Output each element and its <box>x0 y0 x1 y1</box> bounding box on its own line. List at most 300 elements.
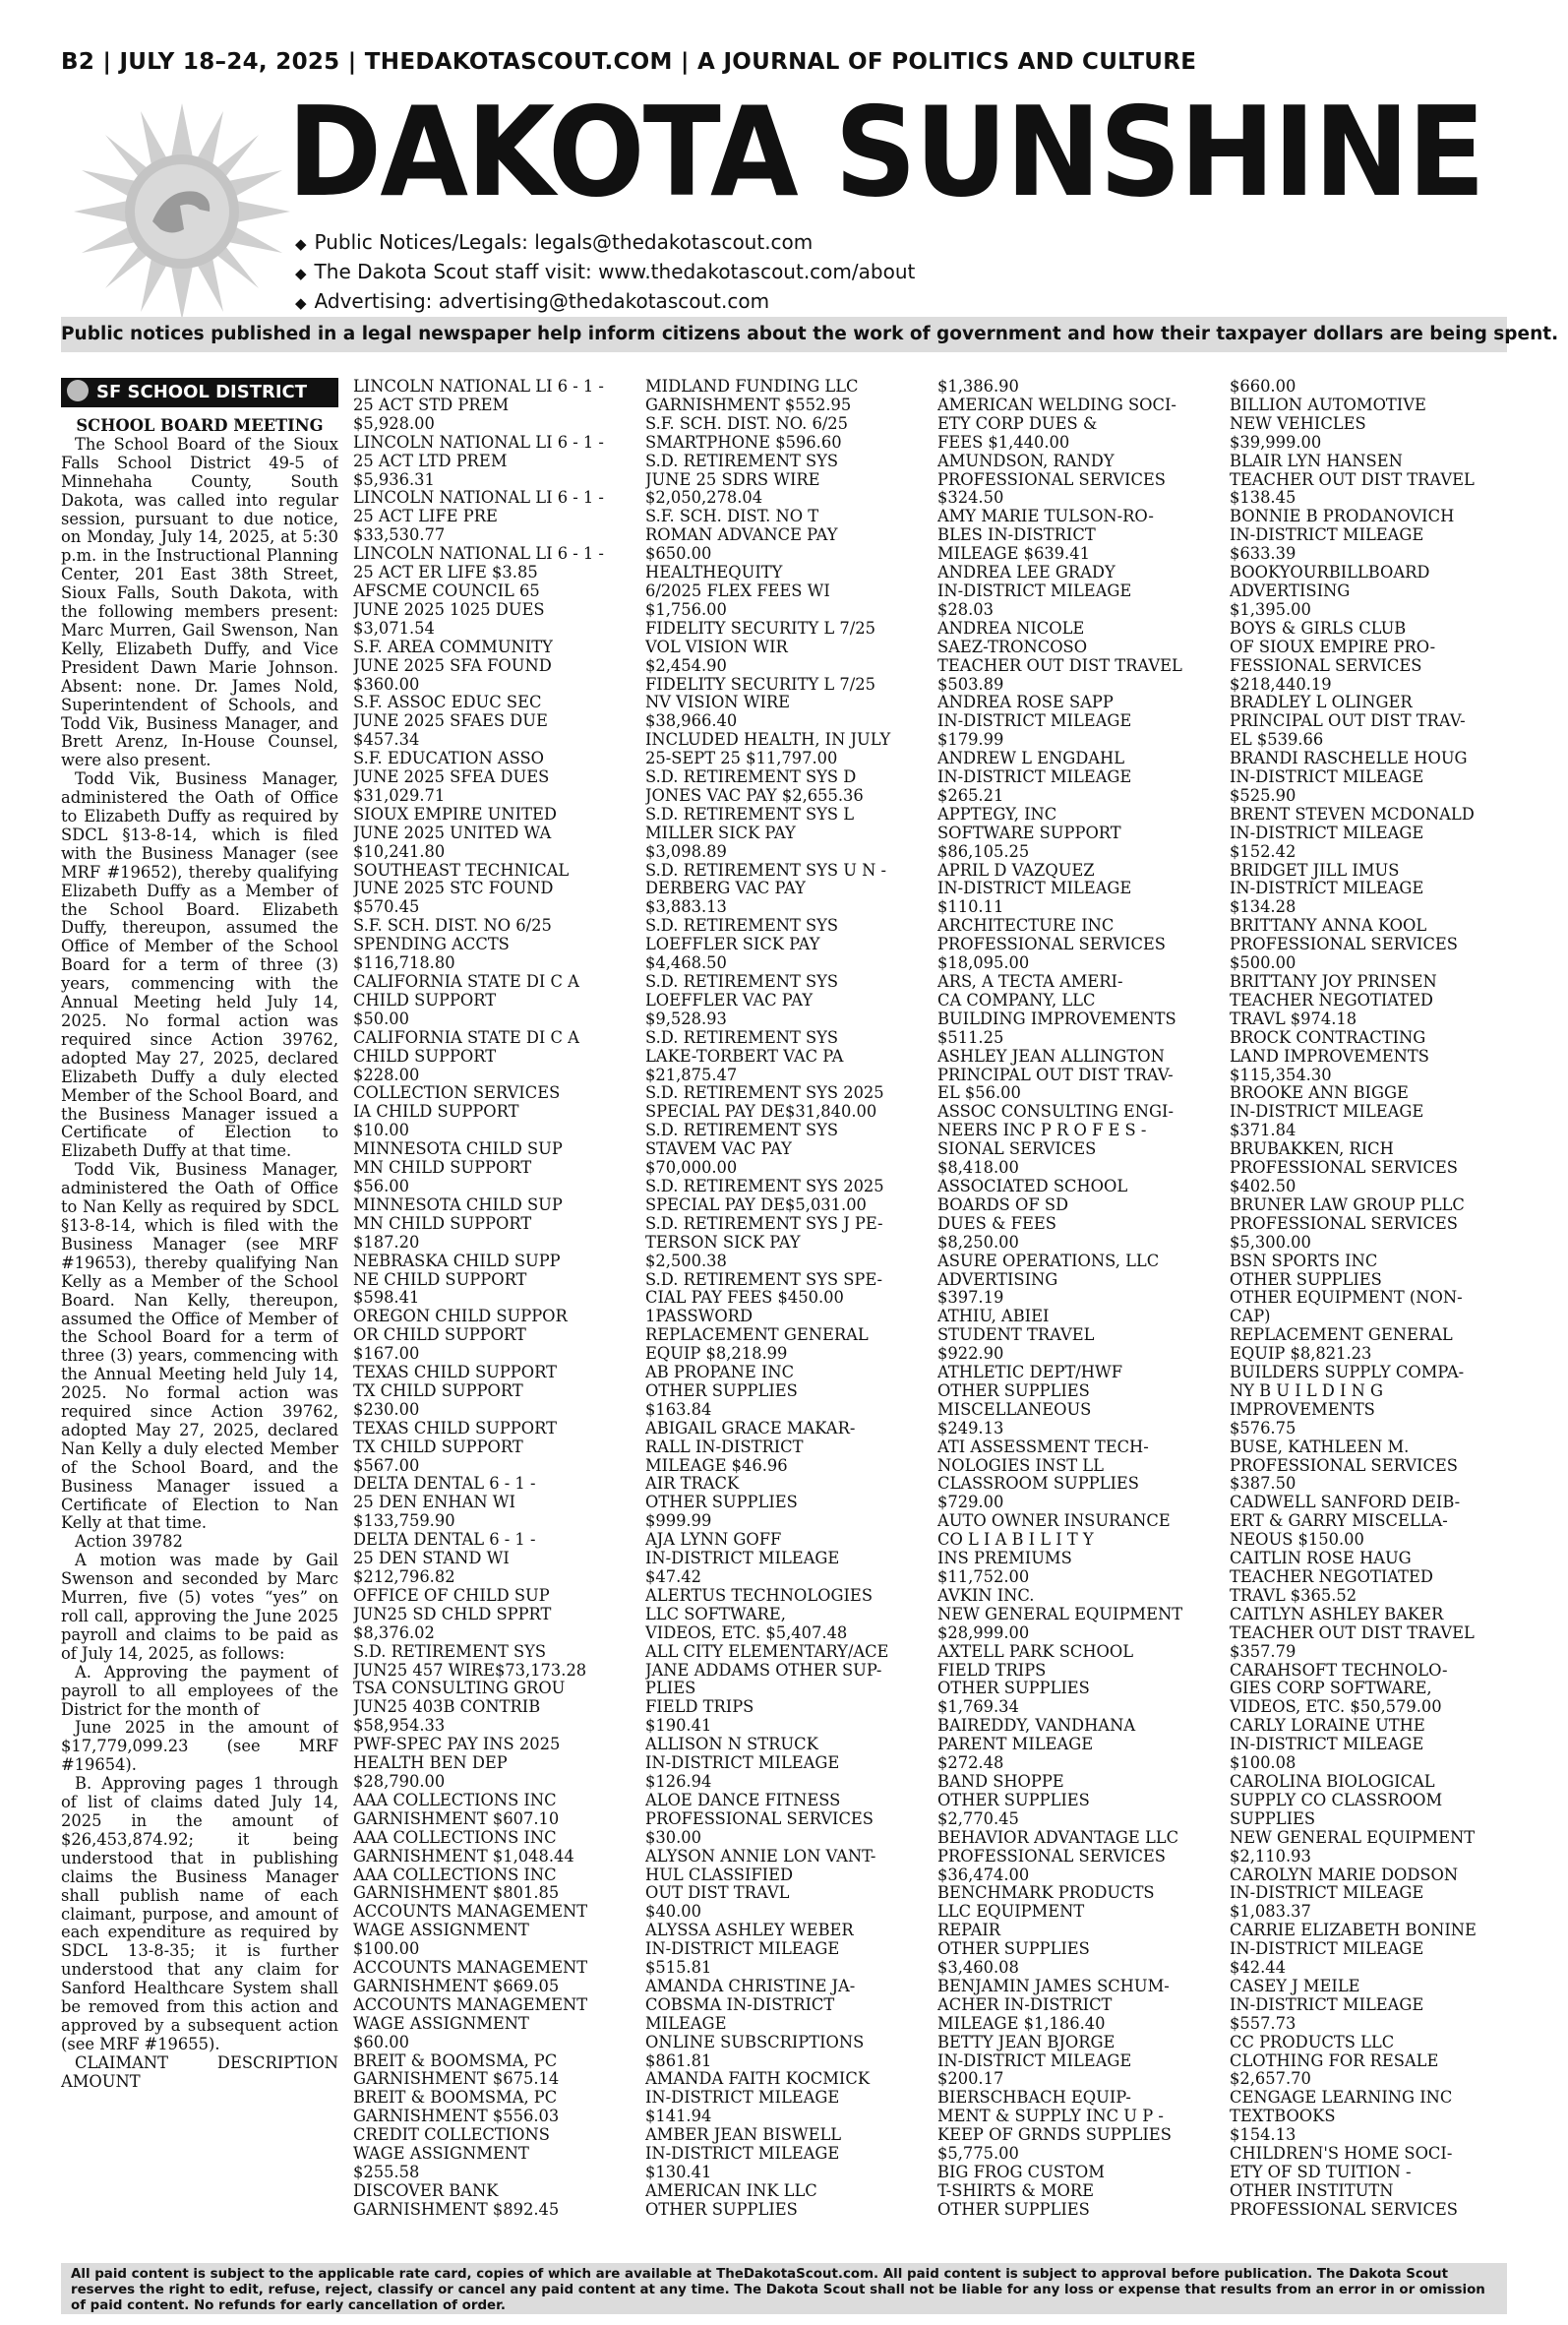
claim-line: JUNE 2025 SFA FOUND <box>353 655 552 675</box>
claim-line: S.F. SCH. DIST. NO T <box>645 507 819 526</box>
claim-line: $31,029.71 <box>353 785 446 805</box>
claim-line: BRENT STEVEN MCDONALD <box>1230 804 1475 824</box>
claim-line: CHILDREN'S HOME SOCI- <box>1230 2144 1453 2164</box>
claim-line: $265.21 <box>937 785 1004 805</box>
claim-line: $190.41 <box>645 1716 712 1736</box>
claim-line: $152.42 <box>1230 841 1297 861</box>
claim-line: NY B U I L D I N G <box>1230 1380 1384 1400</box>
claim-line: REPLACEMENT GENERAL <box>645 1325 869 1345</box>
claim-line: SMARTPHONE $596.60 <box>645 432 842 452</box>
claim-line: IN-DISTRICT MILEAGE <box>1230 823 1424 842</box>
claim-line: BLAIR LYN HANSEN <box>1230 451 1403 470</box>
claim-line: AB PROPANE INC <box>645 1363 795 1382</box>
claim-line: $503.89 <box>937 674 1004 694</box>
claim-line: COBSMA IN-DISTRICT <box>645 1994 835 2014</box>
claim-line: BRIDGET JILL IMUS <box>1230 860 1400 880</box>
claim-line: OREGON CHILD SUPPOR <box>353 1307 568 1326</box>
claim-line: AFSCME COUNCIL 65 <box>353 581 540 600</box>
claim-line: GARNISHMENT $556.03 <box>353 2107 560 2126</box>
claim-line: ASSOC CONSULTING ENGI- <box>937 1102 1174 1122</box>
claim-line: IN-DISTRICT MILEAGE <box>1230 1735 1424 1754</box>
claim-line: BIERSCHBACH EQUIP- <box>937 2088 1131 2108</box>
claim-line: $86,105.25 <box>937 841 1030 861</box>
claim-line: MINNESOTA CHILD SUP <box>353 1194 563 1214</box>
claim-line: IN-DISTRICT MILEAGE <box>1230 1102 1424 1122</box>
claim-line: S.D. RETIREMENT SYS <box>645 972 839 991</box>
claim-line: $10,241.80 <box>353 841 446 861</box>
claim-line: AUTO OWNER INSURANCE <box>937 1511 1171 1531</box>
claim-line: OTHER EQUIPMENT (NON- <box>1230 1288 1463 1308</box>
claim-line: CALIFORNIA STATE DI C A <box>353 972 579 991</box>
claim-line: LINCOLN NATIONAL LI 6 - 1 - <box>353 488 604 508</box>
diamond-bullet-icon: ◆ <box>295 265 307 282</box>
claim-line: $1,769.34 <box>937 1697 1019 1717</box>
claim-line: ALLISON N STRUCK <box>645 1735 818 1754</box>
claim-line: NEOUS $150.00 <box>1230 1530 1364 1550</box>
diamond-bullet-icon: ◆ <box>295 235 307 253</box>
claim-line: ALOE DANCE FITNESS <box>645 1790 841 1809</box>
claim-line: 25-SEPT 25 $11,797.00 <box>645 749 838 768</box>
page-topline: B2 | JULY 18–24, 2025 | THEDAKOTASCOUT.COM | A JOURNAL OF POLITICS AND CULTURE <box>61 49 1197 75</box>
claim-line: CAITLYN ASHLEY BAKER <box>1230 1604 1444 1623</box>
column-5 <box>1230 378 1507 2252</box>
claim-line: CARRIE ELIZABETH BONINE <box>1230 1921 1477 1940</box>
claim-line: BOYS & GIRLS CLUB <box>1230 618 1407 638</box>
claim-line: AIR TRACK <box>645 1474 740 1494</box>
claim-line: REPAIR <box>937 1921 1001 1940</box>
claim-line: GARNISHMENT $675.14 <box>353 2069 560 2089</box>
claim-line: ACCOUNTS MANAGEMENT <box>353 1958 588 1978</box>
claim-line: EL $539.66 <box>1230 730 1324 750</box>
claim-line: PROFESSIONAL SERVICES <box>937 935 1166 954</box>
claim-line: BRITTANY JOY PRINSEN <box>1230 972 1437 991</box>
claim-line: REPLACEMENT GENERAL <box>1230 1325 1453 1345</box>
claim-line: LLC EQUIPMENT <box>937 1902 1085 1922</box>
claim-line: TEACHER OUT DIST TRAVEL <box>1230 469 1475 489</box>
claim-line: WAGE ASSIGNMENT <box>353 1921 529 1940</box>
claim-line: ATI ASSESSMENT TECH- <box>937 1437 1149 1456</box>
claim-line: PROFESSIONAL SERVICES <box>1230 1455 1458 1475</box>
claim-line: S.D. RETIREMENT SYS 2025 <box>645 1083 884 1103</box>
claim-line: $100.08 <box>1230 1753 1297 1773</box>
claim-line: BLES IN-DISTRICT <box>937 525 1096 545</box>
claim-line: S.F. SCH. DIST. NO. 6/25 <box>645 413 849 433</box>
claim-line: DELTA DENTAL 6 - 1 - <box>353 1474 536 1494</box>
claim-line: LOEFFLER VAC PAY <box>645 990 814 1010</box>
claim-line: TEXTBOOKS <box>1230 2107 1336 2126</box>
claim-line: IN-DISTRICT MILEAGE <box>937 879 1132 898</box>
claim-line: IN-DISTRICT MILEAGE <box>937 711 1132 731</box>
contact-advertising: ◆ Advertising: advertising@thedakotascout.com <box>295 289 770 313</box>
claim-line: NEW GENERAL EQUIPMENT <box>937 1604 1183 1623</box>
claim-line: AXTELL PARK SCHOOL <box>937 1641 1134 1661</box>
claim-line: $360.00 <box>353 674 420 694</box>
claim-line: $228.00 <box>353 1065 420 1084</box>
claim-line: HEALTHEQUITY <box>645 563 783 582</box>
claim-line: $218,440.19 <box>1230 674 1332 694</box>
claim-line: S.D. RETIREMENT SYS J PE- <box>645 1213 883 1233</box>
claim-line: MILEAGE <box>645 2013 727 2033</box>
claim-line: $729.00 <box>937 1493 1004 1512</box>
minutes-paragraph: CLAIMANT DESCRIPTION AMOUNT <box>61 2052 338 2091</box>
minutes-paragraph: B. Approving pages 1 through of list of claims dated July 14, 2025 in the amount of $26,453,874.92; it being understood that in publishing claims the Business Manager shall publish name of each claimant, purpose, and amount of each expenditure as required by SDCL 13-8-35; it is further understood that any claim for Sanford Healthcare System shall be removed from this action and approved by a subsequent action (see MRF #19655). <box>61 1774 338 2053</box>
claim-line: BENJAMIN JAMES SCHUM- <box>937 1976 1170 1995</box>
claim-line: $8,250.00 <box>937 1232 1019 1252</box>
claim-line: $167.00 <box>353 1344 420 1364</box>
claim-line: ALYSSA ASHLEY WEBER <box>645 1921 854 1940</box>
claim-line: MINNESOTA CHILD SUP <box>353 1139 563 1159</box>
claim-line: T-SHIRTS & MORE <box>937 2180 1095 2200</box>
claim-line: SIONAL SERVICES <box>937 1139 1097 1159</box>
claim-line: BIG FROG CUSTOM <box>937 2163 1105 2181</box>
claim-line: OTHER SUPPLIES <box>645 1493 798 1512</box>
claim-line: CA COMPANY, LLC <box>937 990 1096 1010</box>
claim-line: BOARDS OF SD <box>937 1194 1069 1214</box>
claim-line: 25 DEN ENHAN WI <box>353 1493 515 1512</box>
claim-line: $11,752.00 <box>937 1567 1030 1586</box>
claim-line: JUN25 SD CHLD SPPRT <box>353 1604 552 1623</box>
claim-line: $1,083.37 <box>1230 1902 1311 1922</box>
claim-line: BROOKE ANN BIGGE <box>1230 1083 1409 1103</box>
claim-line: $21,875.47 <box>645 1065 738 1084</box>
claim-line: GARNISHMENT $552.95 <box>645 395 852 414</box>
claim-line: FIDELITY SECURITY L 7/25 <box>645 618 875 638</box>
claim-line: $557.73 <box>1230 2013 1297 2033</box>
claim-line: $570.45 <box>353 897 420 917</box>
column-2 <box>353 378 631 2252</box>
sun-logo-icon <box>74 103 290 320</box>
claim-line: JUNE 2025 SFEA DUES <box>353 767 550 787</box>
claim-line: CENGAGE LEARNING INC <box>1230 2088 1453 2108</box>
claim-line: $3,071.54 <box>353 618 435 638</box>
claim-line: $133,759.90 <box>353 1511 455 1531</box>
claim-line: $212,796.82 <box>353 1567 455 1586</box>
claim-line: MILEAGE $1,186.40 <box>937 2013 1106 2033</box>
claim-line: ALERTUS TECHNOLOGIES <box>645 1585 873 1605</box>
claim-line: ACCOUNTS MANAGEMENT <box>353 1994 588 2014</box>
claim-line: $138.45 <box>1230 488 1297 508</box>
claim-line: SPENDING ACCTS <box>353 935 510 954</box>
claim-line: CLOTHING FOR RESALE <box>1230 2050 1439 2070</box>
claim-line: $3,883.13 <box>645 897 727 917</box>
claim-line: GARNISHMENT $892.45 <box>353 2199 560 2219</box>
claim-line: NE CHILD SUPPORT <box>353 1269 527 1289</box>
claim-line: $110.11 <box>937 897 1004 917</box>
claim-line: ROMAN ADVANCE PAY <box>645 525 838 545</box>
claim-line: PROFESSIONAL SERVICES <box>645 1808 874 1828</box>
claim-line: $2,454.90 <box>645 655 727 675</box>
claim-line: SUPPLIES <box>1230 1808 1316 1828</box>
minutes-paragraph: Todd Vik, Business Manager, administered the Oath of Office to Nan Kelly as required by SDCL §13-8-14, which is filed with the Business Manager (see MRF #19653), thereby qualifying Nan Kelly as a Member of the School Board. Nan Kelly, thereupon, assumed the Office of Member of the School Board for a term of three (3) years, commencing with the Annual Meeting held July 14, 2025. No formal action was required since Action 39762, adopted May 27, 2025, declared Nan Kelly a duly elected Member of the School Board, and the Business Manager issued a Certificate of Election to Nan Kelly at that time. <box>61 1160 338 1533</box>
claim-line: AAA COLLECTIONS INC <box>353 1865 557 1884</box>
claim-line: CC PRODUCTS LLC <box>1230 2032 1395 2051</box>
claim-line: AMERICAN INK LLC <box>645 2180 817 2200</box>
paid-content-disclaimer: All paid content is subject to the applicable rate card, copies of which are available at TheDakotaScout.com. All paid content is subject to approval before publication. The Dakota Scout reserves the right to edit, refuse, reject, classify or cancel any paid content at any time. The Dakota Scout shall not be liable for any loss or expense that results from an error in or omission of paid content. No refunds for early cancellation of order. <box>61 2263 1507 2314</box>
claim-line: INS PREMIUMS <box>937 1549 1072 1568</box>
claim-line: AJA LYNN GOFF <box>645 1530 782 1550</box>
section-heading: SF SCHOOL DISTRICT <box>61 378 338 407</box>
claim-line: $500.00 <box>1230 953 1297 973</box>
claim-line: OTHER SUPPLIES <box>937 2199 1090 2219</box>
claim-line: $357.79 <box>1230 1641 1297 1661</box>
claim-line: AMANDA CHRISTINE JA- <box>645 1976 856 1995</box>
claim-line: IMPROVEMENTS <box>1230 1399 1375 1419</box>
claim-line: $70,000.00 <box>645 1158 738 1178</box>
claim-line: $598.41 <box>353 1288 420 1308</box>
claim-line: S.F. SCH. DIST. NO 6/25 <box>353 916 552 936</box>
claim-line: $28.03 <box>937 599 994 619</box>
claim-line: BAND SHOPPE <box>937 1771 1064 1791</box>
minutes-paragraph: A. Approving the payment of payroll to all employees of the District for the month of <box>61 1662 338 1719</box>
claim-line: $30.00 <box>645 1827 701 1847</box>
claim-line: $60.00 <box>353 2032 409 2051</box>
claim-line: $861.81 <box>645 2050 712 2070</box>
claim-line: $1,756.00 <box>645 599 727 619</box>
claim-line: ALL CITY ELEMENTARY/ACE <box>645 1641 889 1661</box>
claim-line: BUILDERS SUPPLY COMPA- <box>1230 1363 1465 1382</box>
claim-line: $18,095.00 <box>937 953 1030 973</box>
claim-line: ONLINE SUBSCRIPTIONS <box>645 2032 865 2051</box>
claim-line: $272.48 <box>937 1753 1004 1773</box>
claim-line: HEALTH BEN DEP <box>353 1753 508 1773</box>
claim-line: AMERICAN WELDING SOCI- <box>937 395 1176 414</box>
claim-line: ADVERTISING <box>937 1269 1058 1289</box>
claim-line: $200.17 <box>937 2069 1004 2089</box>
claim-line: $8,418.00 <box>937 1158 1019 1178</box>
claim-line: TEACHER NEGOTIATED <box>1230 990 1433 1010</box>
claim-line: OTHER SUPPLIES <box>937 1790 1090 1809</box>
claim-line: 25 ACT STD PREM <box>353 395 510 414</box>
claim-line: $10.00 <box>353 1121 409 1140</box>
claim-line: GARNISHMENT $669.05 <box>353 1976 560 1995</box>
claim-line: BETTY JEAN BJORGE <box>937 2032 1116 2051</box>
claim-line: IN-DISTRICT MILEAGE <box>645 2144 840 2164</box>
claim-line: TRAVL $365.52 <box>1230 1585 1357 1605</box>
claim-line: $2,657.70 <box>1230 2069 1311 2089</box>
claim-line: $187.20 <box>353 1232 420 1252</box>
claim-line: ARCHITECTURE INC <box>937 916 1115 936</box>
claim-line: S.D. RETIREMENT SYS L <box>645 804 855 824</box>
claim-line: JUNE 2025 1025 DUES <box>353 599 545 619</box>
claim-line: NEBRASKA CHILD SUPP <box>353 1251 561 1270</box>
claim-line: $3,098.89 <box>645 841 727 861</box>
minutes-paragraph: The School Board of the Sioux Falls School District 49-5 of Minnehaha County, South Dakota, was called into regular session, pursuant to due notice, on Monday, July 14, 2025, at 5:30 p.m. in the Instructional Planning Center, 201 East 38th Street, Sioux Falls, South Dakota, with the following members present: Marc Murren, Gail Swenson, Nan Kelly, Elizabeth Duffy, and Vice President Dawn Marie Johnson. Absent: none. Dr. James Nold, Superintendent of Schools, and Todd Vik, Business Manager, and Brett Arenz, In-House Counsel, were also present. <box>61 434 338 770</box>
claim-line: JUNE 2025 STC FOUND <box>353 879 554 898</box>
claim-line: $5,300.00 <box>1230 1232 1311 1252</box>
claim-line: $5,936.31 <box>353 469 435 489</box>
claim-line: NEERS INC P R O F E S - <box>937 1121 1147 1140</box>
claim-line: AAA COLLECTIONS INC <box>353 1790 557 1809</box>
claim-line: BILLION AUTOMOTIVE <box>1230 395 1426 414</box>
claim-line: $2,110.93 <box>1230 1846 1311 1866</box>
claim-line: IN-DISTRICT MILEAGE <box>645 1549 840 1568</box>
claim-line: MN CHILD SUPPORT <box>353 1158 532 1178</box>
claim-line: $130.41 <box>645 2163 712 2181</box>
claim-line: $567.00 <box>353 1455 420 1475</box>
claim-line: SUPPLY CO CLASSROOM <box>1230 1790 1443 1809</box>
claim-line: IN-DISTRICT MILEAGE <box>645 2088 840 2108</box>
claim-line: S.D. RETIREMENT SYS D <box>645 767 857 787</box>
claim-line: $576.75 <box>1230 1418 1297 1438</box>
claim-line: NEW GENERAL EQUIPMENT <box>1230 1827 1476 1847</box>
claim-line: IN-DISTRICT MILEAGE <box>1230 1939 1424 1959</box>
claim-line: CIAL PAY FEES $450.00 <box>645 1288 844 1308</box>
claim-line: S.F. AREA COMMUNITY <box>353 637 553 656</box>
claim-line: WAGE ASSIGNMENT <box>353 2144 529 2164</box>
district-logo-icon <box>67 380 89 401</box>
claim-line: AMANDA FAITH KOCMICK <box>645 2069 870 2089</box>
claim-line: $2,050,278.04 <box>645 488 763 508</box>
claim-line: LOEFFLER SICK PAY <box>645 935 820 954</box>
claim-line: GARNISHMENT $801.85 <box>353 1883 560 1903</box>
claim-line: DISCOVER BANK <box>353 2180 499 2200</box>
claim-line: S.F. ASSOC EDUC SEC <box>353 693 542 712</box>
claim-line: PARENT MILEAGE <box>937 1735 1094 1754</box>
claim-line: S.D. RETIREMENT SYS SPE- <box>645 1269 883 1289</box>
claim-line: BRANDI RASCHELLE HOUG <box>1230 749 1468 768</box>
claim-line: $28,790.00 <box>353 1771 446 1791</box>
claim-line: $402.50 <box>1230 1176 1297 1195</box>
claim-line: $40.00 <box>645 1902 701 1922</box>
claim-line: JUN25 457 WIRE$73,173.28 <box>353 1660 587 1680</box>
minutes-paragraph: June 2025 in the amount of $17,779,099.23 (see MRF #19654). <box>61 1718 338 1775</box>
claim-line: $134.28 <box>1230 897 1297 917</box>
claim-line: TERSON SICK PAY <box>645 1232 801 1252</box>
claim-line: $2,770.45 <box>937 1808 1019 1828</box>
claim-line: FIELD TRIPS <box>937 1660 1047 1680</box>
claim-line: IN-DISTRICT MILEAGE <box>937 767 1132 787</box>
claim-line: $255.58 <box>353 2163 420 2181</box>
claim-line: $5,775.00 <box>937 2144 1019 2164</box>
claim-line: 6/2025 FLEX FEES WI <box>645 581 830 600</box>
claim-line: VOL VISION WIR <box>645 637 788 656</box>
claim-line: $33,530.77 <box>353 525 446 545</box>
claim-line: ANDREA LEE GRADY <box>937 563 1116 582</box>
column-1 <box>61 378 338 2252</box>
claim-line: JONES VAC PAY $2,655.36 <box>645 785 864 805</box>
claim-line: VIDEOS, ETC. $5,407.48 <box>645 1622 848 1642</box>
claim-line: IN-DISTRICT MILEAGE <box>1230 879 1424 898</box>
claim-line: BREIT & BOOMSMA, PC <box>353 2050 558 2070</box>
claim-line: ANDREA ROSE SAPP <box>937 693 1114 712</box>
claim-line: BRADLEY L OLINGER <box>1230 693 1413 712</box>
claim-line: STAVEM VAC PAY <box>645 1139 792 1159</box>
claim-line: OTHER SUPPLIES <box>937 1380 1090 1400</box>
claim-line: FIELD TRIPS <box>645 1697 754 1717</box>
claim-line: TEACHER NEGOTIATED <box>1230 1567 1433 1586</box>
claim-line: SOUTHEAST TECHNICAL <box>353 860 570 880</box>
claim-line: SOFTWARE SUPPORT <box>937 823 1121 842</box>
claim-line: ALYSON ANNIE LON VANT- <box>645 1846 876 1866</box>
claim-line: BUILDING IMPROVEMENTS <box>937 1009 1176 1028</box>
claim-line: HUL CLASSIFIED <box>645 1865 794 1884</box>
claim-line: CAROLINA BIOLOGICAL <box>1230 1771 1435 1791</box>
claim-line: APRIL D VAZQUEZ <box>937 860 1095 880</box>
claim-line: ETY OF SD TUITION - <box>1230 2163 1412 2181</box>
claim-line: $660.00 <box>1230 378 1297 396</box>
claim-line: $515.81 <box>645 1958 712 1978</box>
claim-line: ACHER IN-DISTRICT <box>937 1994 1113 2014</box>
claim-line: ERT & GARRY MISCELLA- <box>1230 1511 1448 1531</box>
claim-line: TEACHER OUT DIST TRAVEL <box>937 655 1182 675</box>
claim-line: $230.00 <box>353 1399 420 1419</box>
claim-line: GARNISHMENT $1,048.44 <box>353 1846 574 1866</box>
claim-line: $249.13 <box>937 1418 1004 1438</box>
claim-line: FESSIONAL SERVICES <box>1230 655 1422 675</box>
claim-line: $39,999.00 <box>1230 432 1322 452</box>
claim-line: OTHER SUPPLIES <box>937 1939 1090 1959</box>
claim-line: MIDLAND FUNDING LLC <box>645 378 859 396</box>
claim-line: $999.99 <box>645 1511 712 1531</box>
claim-line: LINCOLN NATIONAL LI 6 - 1 - <box>353 544 604 564</box>
claim-line: 25 ACT LIFE PRE <box>353 507 498 526</box>
claim-line: $457.34 <box>353 730 420 750</box>
claim-line: KEEP OF GRNDS SUPPLIES <box>937 2125 1172 2145</box>
claim-line: OF SIOUX EMPIRE PRO- <box>1230 637 1436 656</box>
claim-line: ARS, A TECTA AMERI- <box>937 972 1123 991</box>
public-notice-banner: Public notices published in a legal newspaper help inform citizens about the work of government and how their taxpayer dollars are being spent. <box>61 317 1507 352</box>
claim-line: AMY MARIE TULSON-RO- <box>937 507 1154 526</box>
claim-line: JUNE 2025 UNITED WA <box>353 823 552 842</box>
claim-line: TSA CONSULTING GROU <box>353 1679 566 1698</box>
minutes-paragraph: Action 39782 <box>75 1532 183 1552</box>
claim-line: $1,395.00 <box>1230 599 1311 619</box>
claim-line: CAROLYN MARIE DODSON <box>1230 1865 1459 1884</box>
claim-line: PWF-SPEC PAY INS 2025 <box>353 1735 561 1754</box>
claim-line: TX CHILD SUPPORT <box>353 1380 523 1400</box>
claim-line: $179.99 <box>937 730 1004 750</box>
claim-line: CREDIT COLLECTIONS <box>353 2125 550 2145</box>
claim-line: SPECIAL PAY DE$31,840.00 <box>645 1102 877 1122</box>
claim-line: AMUNDSON, RANDY <box>937 451 1115 470</box>
claim-line: IN-DISTRICT MILEAGE <box>1230 1994 1424 2014</box>
claim-line: CLASSROOM SUPPLIES <box>937 1474 1139 1494</box>
claim-line: NOLOGIES INST LL <box>937 1455 1104 1475</box>
claim-line: OTHER SUPPLIES <box>1230 1269 1382 1289</box>
claim-line: RALL IN-DISTRICT <box>645 1437 804 1456</box>
claim-line: TEACHER OUT DIST TRAVEL <box>1230 1622 1475 1642</box>
claim-line: IA CHILD SUPPORT <box>353 1102 519 1122</box>
claim-line: 25 ACT LTD PREM <box>353 451 508 470</box>
masthead-title: DAKOTA SUNSHINE <box>287 80 1484 224</box>
claim-line: MN CHILD SUPPORT <box>353 1213 532 1233</box>
claim-line: $154.13 <box>1230 2125 1297 2145</box>
claim-line: ANDREW L ENGDAHL <box>937 749 1125 768</box>
claim-line: ACCOUNTS MANAGEMENT <box>353 1902 588 1922</box>
claim-line: S.D. RETIREMENT SYS <box>645 916 839 936</box>
claim-line: $511.25 <box>937 1027 1004 1047</box>
claim-line: ATHLETIC DEPT/HWF <box>937 1363 1123 1382</box>
claim-line: PROFESSIONAL SERVICES <box>1230 935 1458 954</box>
claim-line: 1PASSWORD <box>645 1307 753 1326</box>
claim-line: DERBERG VAC PAY <box>645 879 806 898</box>
claim-line: PROFESSIONAL SERVICES <box>937 469 1166 489</box>
claim-line: PRINCIPAL OUT DIST TRAV- <box>937 1065 1174 1084</box>
claim-line: GIES CORP SOFTWARE, <box>1230 1679 1432 1698</box>
claim-line: BROCK CONTRACTING <box>1230 1027 1426 1047</box>
claim-line: BSN SPORTS INC <box>1230 1251 1378 1270</box>
claim-line: SAEZ-TRONCOSO <box>937 637 1088 656</box>
claim-line: CAITLIN ROSE HAUG <box>1230 1549 1412 1568</box>
claim-line: $28,999.00 <box>937 1622 1030 1642</box>
claim-line: CHILD SUPPORT <box>353 1046 497 1066</box>
claim-line: FIDELITY SECURITY L 7/25 <box>645 674 875 694</box>
claim-line: BRITTANY ANNA KOOL <box>1230 916 1427 936</box>
claim-line: TX CHILD SUPPORT <box>353 1437 523 1456</box>
claim-line: PROFESSIONAL SERVICES <box>1230 1158 1458 1178</box>
column-4 <box>937 378 1215 2252</box>
claim-line: WAGE ASSIGNMENT <box>353 2013 529 2033</box>
